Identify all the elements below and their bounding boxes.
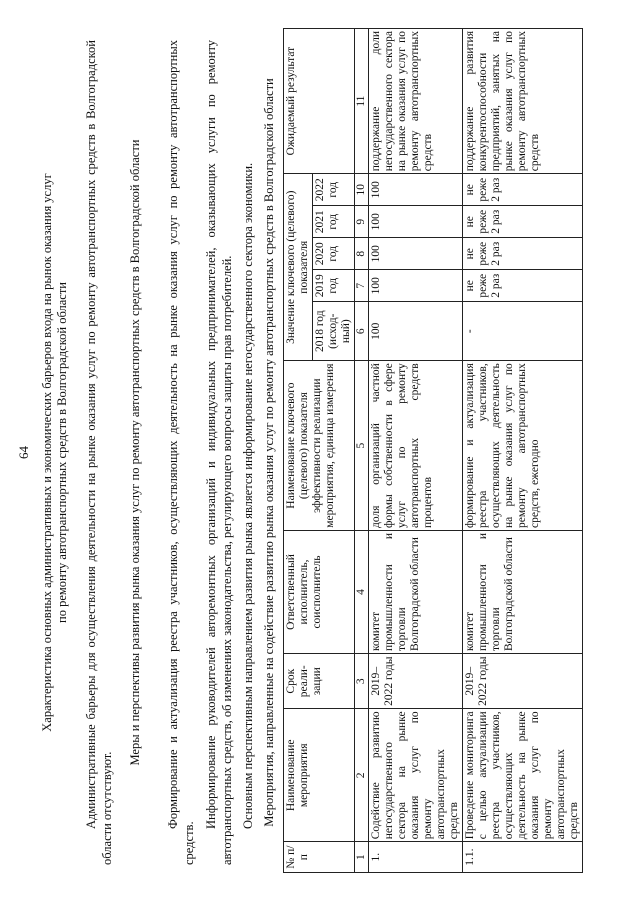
row-term: 2019–2022 годы [463,654,583,709]
header-name: Наименование мероприятия [284,709,355,842]
row-num: 1.1. [463,842,583,873]
row-result: поддержание доли негосударственного сектора на рынке оказания услуг по ремонту автотранспортных средств [369,29,463,174]
header-2018: 2018 год (исход-ный) [313,302,355,361]
row-indicator: доля организаций частной формы собственности в сфере услуг по ремонту автотранспортных средств процентов [369,361,463,531]
row-responsible: комитет промышленности и торговли Волгоградской области [463,531,583,654]
col-number: 3 [355,654,369,709]
inform-paragraph: Информирование руководителей авторемонтных организаций и индивидуальных предпринимателей, оказывающих услуги по ремонту автотранспортных средств, об изменениях законодательства, регулирующего вопросы защиты прав потребителей. [204,40,234,865]
formation-paragraph: Формирование и актуализация реестра участников, осуществляющих деятельность на рынке оказания услуг по ремонту автотранспортных средств. [166,40,196,865]
col-number: 9 [355,206,369,238]
measures-table [283,28,583,873]
header-num: № п/п [284,842,355,873]
row-value-2018: - [463,302,583,361]
header-2020: 2020 год [313,238,355,270]
measures-heading: Меры и перспективы развития рынка оказания услуг по ремонту автотранспортных средств в Волгоградской области [128,139,142,766]
row-value-2021: 100 [369,206,463,238]
row-value-2019: 100 [369,270,463,302]
header-indicator: Наименование ключевого (целевого) показателя эффективности реализации мероприятия, единица измерения [284,361,355,531]
header-2019: 2019 год [313,270,355,302]
title-line-2: по ремонту автотранспортных средств в Волгоградской области [55,282,69,623]
header-values-group: Значение ключевого (целевого) показателя [284,174,313,361]
row-num: 1. [369,842,463,873]
row-value-2022: 100 [369,174,463,206]
header-2022: 2022 год [313,174,355,206]
header-2021: 2021 год [313,206,355,238]
row-responsible: комитет промышленности и торговли Волгоградской области [369,531,463,654]
table-caption: Мероприятия, направленные на содействие развитию рынка оказания услуг по ремонту автотранспортных средств в Волгоградской области [262,78,276,827]
header-term: Срок реали-зации [284,654,355,709]
barriers-paragraph: Административные барьеры для осуществления деятельности на рынке оказания услуг по ремонту автотранспортных средств в Волгоградской области отсутствуют. [84,40,114,865]
direction-paragraph: Основным перспективным направлением развития рынка является информирование негосударственного сектора экономики. [241,162,255,829]
col-number: 5 [355,361,369,531]
row-value-2021: не реже 2 раз [463,206,583,238]
col-number: 7 [355,270,369,302]
col-number: 2 [355,709,369,842]
row-value-2018: 100 [369,302,463,361]
col-number: 11 [355,29,369,174]
col-number: 8 [355,238,369,270]
row-value-2019: не реже 2 раз [463,270,583,302]
title-line-1: Характеристика основных административных и экономических барьеров входа на рынок оказания услуг [40,173,54,732]
row-name: Проведение мониторинга с целью актуализации реестра участников, осуществляющих деятельность на рынке оказания услуг по ремонту автотранспортных средств [463,709,583,842]
page-number: 64 [16,446,31,459]
table-header-row [284,29,313,873]
col-number: 4 [355,531,369,654]
table-row [463,29,583,873]
row-result: поддержание развития конкурентоспособности предприятий, занятых на рынке оказания услуг по ремонту автотранспортных средств [463,29,583,174]
row-term: 2019–2022 годы [369,654,463,709]
row-value-2020: 100 [369,238,463,270]
row-value-2020: не реже 2 раз [463,238,583,270]
row-name: Содействие развитию негосударственного сектора на рынке оказания услуг по ремонту автотранспортных средств [369,709,463,842]
header-result: Ожидаемый результат [284,29,355,174]
col-number: 1 [355,842,369,873]
measures-table-wrapper [283,28,583,873]
table-row [369,29,463,873]
document-title [40,40,70,865]
column-numbers-row [355,29,369,873]
row-indicator: формирование и актуализация реестра участников, осуществляющих деятельность на рынке оказания услуг по ремонту автотранспортных средств, ежегодно [463,361,583,531]
col-number: 10 [355,174,369,206]
header-responsible: Ответственный исполнитель, соисполнитель [284,531,355,654]
col-number: 6 [355,302,369,361]
row-value-2022: не реже 2 раз [463,174,583,206]
